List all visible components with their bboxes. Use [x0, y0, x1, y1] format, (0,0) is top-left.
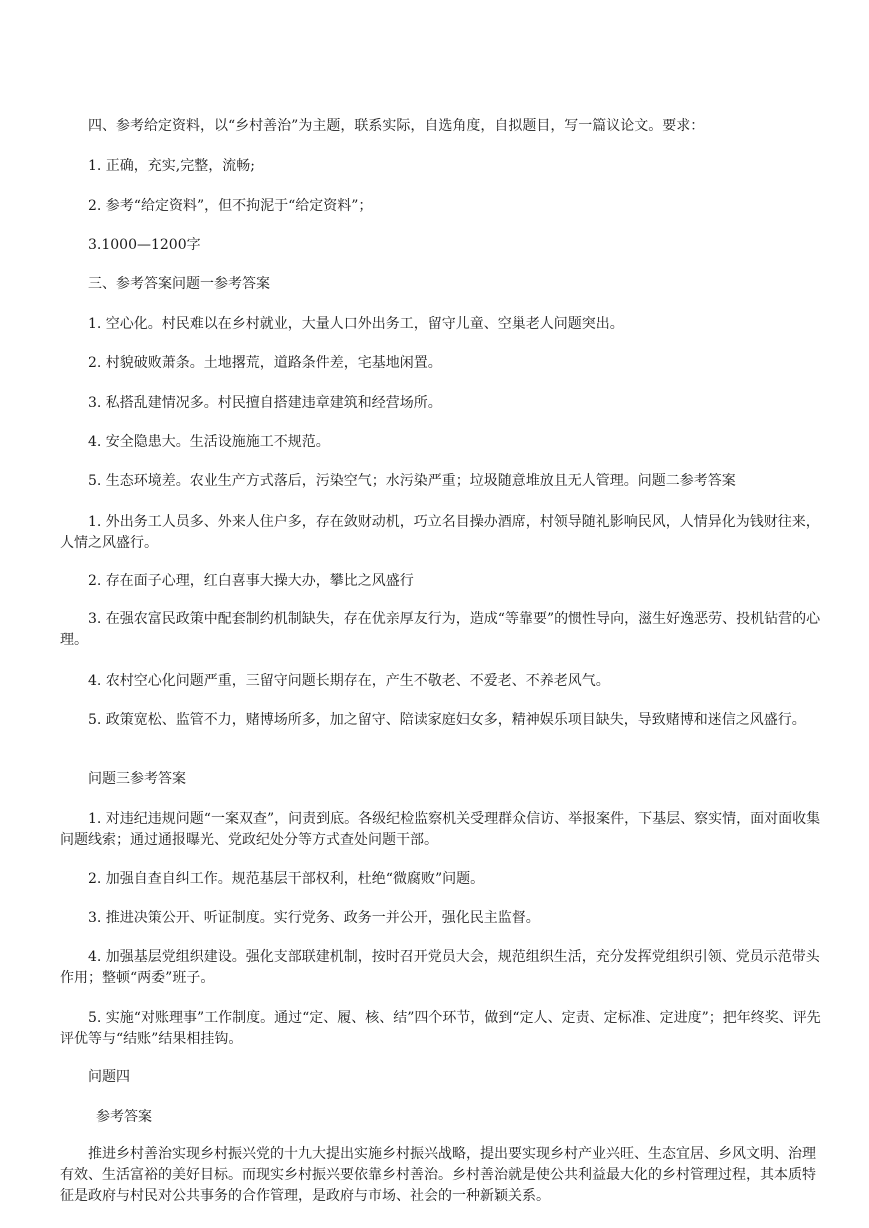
q3-answer-item: 3. 推进决策公开、听证制度。实行党务、政务一并公开，强化民主监督。 [88, 910, 540, 926]
q1-answer-item: 5. 生态环境差。农业生产方式落后，污染空气；水污染严重；垃圾随意堆放且无人管理。问题二参考答案 [88, 473, 736, 489]
q3-answer-item: 5. 实施“对账理事”工作制度。通过“定、履、核、结”四个环节，做到“定人、定责、定标准、定进度”；把年终奖、评先评优等与“结账”结果相挂钩。 [60, 1010, 821, 1047]
q2-answer-item: 1. 外出务工人员多、外来人住户多，存在敛财动机，巧立名目操办酒席，村领导随礼影响民风，人情异化为钱财往来，人情之风盛行。 [60, 514, 820, 551]
q4-heading: 问题四 [88, 1069, 130, 1085]
q2-answer-item: 3. 在强农富民政策中配套制约机制缺失，存在优亲厚友行为，造成“等靠要”的惯性导向，滋生好逸恶劳、投机钻营的心理。 [60, 611, 821, 648]
question-four-prompt: 四、参考给定资料，以“乡村善治”为主题，联系实际，自选角度，自拟题目，写一篇议论文。要求： [88, 118, 705, 134]
q1-answer-item: 1. 空心化。村民难以在乡村就业，大量人口外出务工，留守儿童、空巢老人问题突出。 [88, 316, 624, 332]
requirement-3: 3.1000—1200字 [88, 237, 201, 253]
q1-answer-item: 2. 村貌破败萧条。土地撂荒，道路条件差，宅基地闲置。 [88, 355, 442, 371]
q4-answer-paragraph: 推进乡村善治实现乡村振兴党的十九大提出实施乡村振兴战略，提出要实现乡村产业兴旺、生态宜居、乡风文明、治理有效、生活富裕的美好目标。而现实乡村振兴要依靠乡村善治。乡村善治就是使公共利益最大化的乡村管理过程，其本质特征是政府与村民对公共事务的合作管理，是政府与市场、社会的一种新颖关系。 [60, 1146, 816, 1204]
q3-heading: 问题三参考答案 [88, 771, 186, 787]
q3-answer-item: 1. 对违纪违规问题“一案双查”，问责到底。各级纪检监察机关受理群众信访、举报案件，下基层、察实情，面对面收集问题线索；通过通报曝光、党政纪处分等方式查处问题干部。 [60, 811, 821, 848]
section-three-heading: 三、参考答案问题一参考答案 [88, 276, 270, 292]
q1-answer-item: 4. 安全隐患大。生活设施施工不规范。 [88, 434, 330, 450]
q3-answer-item: 2. 加强自查自纠工作。规范基层干部权利，杜绝“微腐败”问题。 [88, 871, 485, 887]
q2-answer-item: 5. 政策宽松、监管不力，赌博场所多，加之留守、陪读家庭妇女多，精神娱乐项目缺失，导致赌博和迷信之风盛行。 [88, 712, 806, 728]
q2-answer-item: 2. 存在面子心理，红白喜事大操大办，攀比之风盛行 [88, 573, 414, 589]
q4-answer-label: 参考答案 [96, 1109, 152, 1125]
requirement-1: 1. 正确，充实,完整，流畅; [88, 158, 255, 174]
q2-answer-item: 4. 农村空心化问题严重，三留守问题长期存在，产生不敬老、不爱老、不养老风气。 [88, 673, 610, 689]
q3-answer-item: 4. 加强基层党组织建设。强化支部联建机制，按时召开党员大会，规范组织生活，充分发挥党组织引领、党员示范带头作用；整顿“两委”班子。 [60, 949, 820, 986]
q1-answer-item: 3. 私搭乱建情况多。村民擅自搭建违章建筑和经营场所。 [88, 395, 442, 411]
requirement-2: 2. 参考“给定资料”，但不拘泥于“给定资料”； [88, 198, 373, 214]
